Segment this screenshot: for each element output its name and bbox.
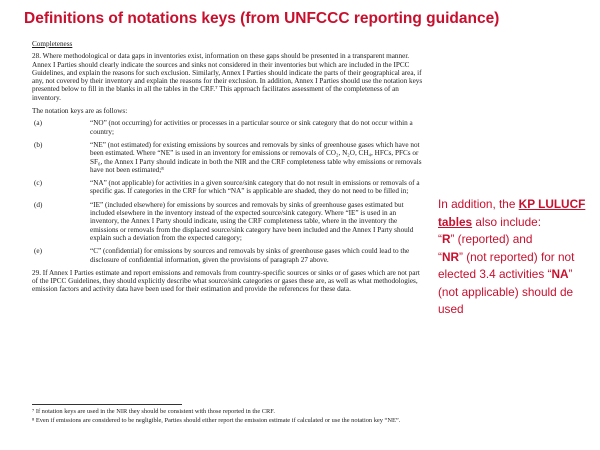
note-text: “ — [438, 249, 442, 264]
sidebar-note — [438, 196, 594, 319]
notation-item-ne — [32, 141, 424, 174]
key-r: R — [441, 232, 451, 246]
key-na: NA — [551, 267, 569, 281]
section-heading: Completeness — [32, 40, 73, 48]
note-text: ” (not reported) for not elected 3.4 activities “ — [438, 249, 575, 281]
slide-title: Definitions of notations keys (from UNFCCC reporting guidance) — [24, 10, 500, 27]
note-text: “ — [438, 232, 442, 246]
notation-item-c — [32, 247, 424, 264]
notation-item-na — [32, 179, 424, 196]
item-text: “C” (confidential) for emissions by sources and removals by sinks of greenhouse gases which could lead to the disclosure of confidential information, given the provisions of paragraph 27 above. — [90, 247, 410, 264]
item-label: (a) — [34, 119, 42, 128]
kp-lulucf-tables-link[interactable]: KP LULUCF tables — [438, 197, 586, 229]
item-label: (b) — [34, 140, 43, 149]
item-text: “NO” (not occurring) for activities or processes in a particular source or sink category that do not occur within a country; — [90, 119, 413, 136]
footnote-7: ⁷ If notation keys are used in the NIR they should be consistent with those reported in the CRF. — [32, 408, 275, 415]
paragraph-29: 29. If Annex I Parties estimate and report emissions and removals from country-specific sources or sinks or of gases which are not part of the IPCC Guidelines, they should explicitly describe what source/sink categories or gases these are, as well as what methodologies, emission factors and activity data have been used for their estimation and provide the references for these data. — [32, 268, 420, 294]
note-text: also include: — [472, 214, 541, 229]
footnotes — [32, 404, 424, 425]
item-text: “NE” (not estimated) for existing emissions by sources and removals by sinks of greenhouse gases which have not been estimated. Where “NE” is used in an inventory for emissions or removals of CO₂, N₂O, CH₄, HFCs, PFCs or SF₆, the Annex I Party should indicate in both the NIR and the CRF completeness table why emissions or removals have not been estimated;⁸ — [90, 140, 422, 174]
footnote-8: ⁸ Even if emissions are considered to be negligible, Parties should either report the emission estimate if calculated or use the notation key “NE”. — [32, 416, 401, 424]
note-text: ” (reported) and — [450, 232, 533, 246]
item-label: (e) — [34, 247, 42, 256]
notation-item-ie — [32, 201, 424, 242]
footnote-divider — [32, 404, 182, 405]
item-text: “NA” (not applicable) for activities in a given source/sink category that do not result in emissions or removals of a specific gas. If categories in the CRF for which “NA” is applicable are shaded, they do not need to be filled in; — [90, 179, 420, 196]
item-label: (d) — [34, 200, 43, 209]
item-text: “IE” (included elsewhere) for emissions by sources and removals by sinks of greenhouse gases estimated but included elsewhere in the inventory instead of the expected source/sink category. Where “IE” is used in an inventory, the Annex I Party should indicate, using the CRF completeness table, where in the inventory the emissions or removals from the displaced source/sink category have been included and the Annex I Party should explain such a deviation from the expected category; — [90, 200, 414, 242]
note-text: ” (not applicable) should de used — [438, 267, 574, 316]
item-label: (c) — [34, 179, 42, 188]
paragraph-28: 28. Where methodological or data gaps in inventories exist, information on these gaps should be presented in a transparent manner. Annex I Parties should clearly indicate the sources and sinks not considered in their inventories but which are included in the IPCC Guidelines, and explain the reasons for such exclusion. Similarly, Annex I Parties should indicate the parts of their geographical area, if any, not covered by their inventory and explain the reasons for their exclusion. In addition, Annex I Parties should use the notation keys presented below to fill in the blanks in all the tables in the CRF.⁷ This approach facilitates assessment of the completeness of an inventory. — [32, 52, 423, 102]
document-excerpt — [32, 40, 424, 299]
key-nr: NR — [441, 249, 459, 264]
note-text: In addition, the — [438, 197, 519, 211]
notation-keys-intro: The notation keys are as follows: — [32, 107, 128, 116]
notation-item-no — [32, 119, 424, 136]
